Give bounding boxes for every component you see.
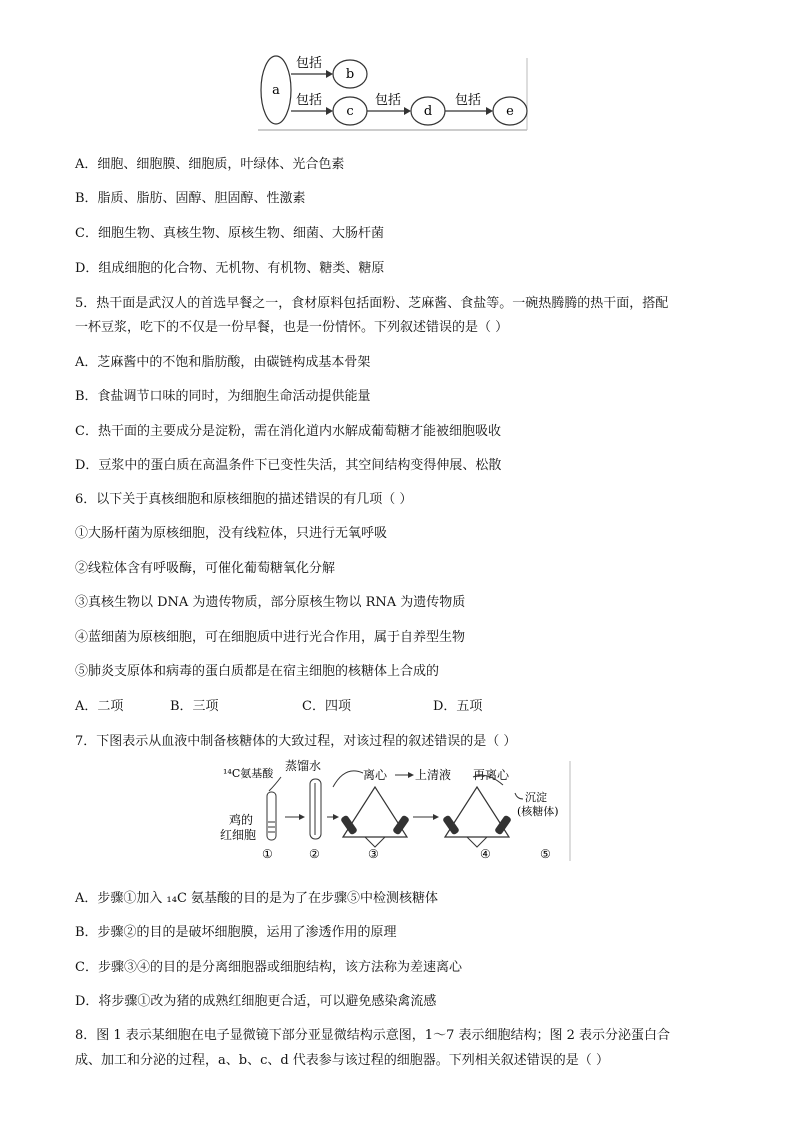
q6-option-b[interactable]: B．三项 — [170, 699, 219, 714]
arrow-precipitate — [515, 793, 523, 799]
step-5-label: ⑤ — [540, 847, 551, 861]
q8-stem-line1: 8．图 1 表示某细胞在电子显微镜下部分亚显微结构示意图，1～7 表示细胞结构；图 2 表示分泌蛋白合 — [75, 1028, 671, 1043]
concept-diagram — [255, 48, 530, 132]
label-cell-line2: 红细胞 — [220, 828, 257, 842]
node-d-label: d — [423, 104, 433, 119]
q5-option-a[interactable]: A．芝麻酱中的不饱和脂肪酸，由碳链构成基本骨架 — [75, 355, 371, 370]
edge-label-a-c: 包括 — [295, 93, 323, 108]
q6-option-a[interactable]: A．二项 — [75, 699, 124, 714]
step-3-label: ③ — [368, 847, 379, 861]
arrow-to-supernatant-head — [408, 772, 414, 778]
centrifuge-2-stand — [467, 837, 487, 847]
q7-option-d[interactable]: D．将步骤①改为猪的成熟红细胞更合适，可以避免感染禽流感 — [75, 994, 437, 1009]
label-cell-line1: 鸡的 — [229, 813, 254, 827]
q6-option-c[interactable]: C．四项 — [302, 699, 351, 714]
step-2-label: ② — [309, 847, 320, 861]
arrow-a-c-head — [326, 107, 333, 115]
q6-item-1: ①大肠杆菌为原核细胞，没有线粒体，只进行无氧呼吸 — [75, 526, 388, 541]
label-water: 蒸馏水 — [285, 759, 322, 773]
q5-stem-line1: 5．热干面是武汉人的首选早餐之一，食材原料包括面粉、芝麻酱、食盐等。一碗热腾腾的热干面，搭配 — [75, 296, 669, 311]
q7-stem: 7．下图表示从血液中制备核糖体的大致过程，对该过程的叙述错误的是（ ） — [75, 734, 517, 749]
node-a-label: a — [272, 83, 280, 98]
edge-label-c-d: 包括 — [374, 93, 402, 108]
label-supernatant: 上清液 — [415, 768, 452, 782]
arrow-a-b-head — [326, 70, 333, 78]
q6-item-3: ③真核生物以 DNA 为遗传物质，部分原核生物以 RNA 为遗传物质 — [75, 595, 466, 610]
q7-option-a[interactable]: A．步骤①加入 ₁₄C 氨基酸的目的是为了在步骤⑤中检测核糖体 — [75, 891, 439, 906]
q8-stem-line2: 成、加工和分泌的过程，a、b、c、d 代表参与该过程的细胞器。下列相关叙述错误的是（ ） — [75, 1053, 609, 1068]
label-centrifuge: 离心 — [363, 768, 388, 782]
node-c-label: c — [346, 104, 354, 119]
q6-item-5: ⑤肺炎支原体和病毒的蛋白质都是在宿主细胞的核糖体上合成的 — [75, 664, 440, 679]
q5-stem-line2: 一杯豆浆，吃下的不仅是一份早餐，也是一份情怀。下列叙述错误的是（ ） — [75, 320, 509, 335]
arrow-step2-3-head — [333, 814, 339, 820]
q4-option-c[interactable]: C．细胞生物、真核生物、原核生物、细菌、大肠杆菌 — [75, 226, 384, 241]
q5-option-c[interactable]: C．热干面的主要成分是淀粉，需在消化道内水解成葡萄糖才能被细胞吸收 — [75, 424, 501, 439]
arrow-step3-4-head — [433, 814, 439, 820]
q6-stem: 6．以下关于真核细胞和原核细胞的描述错误的有几项（ ） — [75, 492, 413, 507]
arrow-centrifuge — [333, 771, 363, 787]
ribosome-prep-figure — [215, 757, 575, 865]
q6-item-4: ④蓝细菌为原核细胞，可在细胞质中进行光合作用，属于自养型生物 — [75, 630, 466, 645]
label-ribosome: (核糖体) — [517, 805, 559, 818]
label-precipitate: 沉淀 — [525, 791, 547, 804]
tube-1 — [267, 792, 276, 840]
centrifuge-1-stand — [365, 837, 385, 847]
q7-option-c[interactable]: C．步骤③④的目的是分离细胞器或细胞结构，该方法称为差速离心 — [75, 960, 462, 975]
q6-item-2: ②线粒体含有呼吸酶，可催化葡萄糖氧化分解 — [75, 561, 336, 576]
q7-option-b[interactable]: B．步骤②的目的是破坏细胞膜，运用了渗透作用的原理 — [75, 925, 397, 940]
arrow-c-d-head — [404, 107, 411, 115]
label-amino-acid: ¹⁴C氨基酸 — [223, 767, 274, 780]
q5-option-b[interactable]: B．食盐调节口味的同时，为细胞生命活动提供能量 — [75, 389, 371, 404]
q6-option-d[interactable]: D．五项 — [433, 699, 483, 714]
arrow-step1-2-head — [299, 814, 305, 820]
arrow-d-e-head — [486, 107, 493, 115]
q4-option-a[interactable]: A．细胞、细胞膜、细胞质，叶绿体、光合色素 — [75, 157, 345, 172]
label-recentrifuge: 再离心 — [473, 768, 510, 782]
node-e-label: e — [506, 104, 514, 119]
edge-label-d-e: 包括 — [454, 93, 482, 108]
q5-option-d[interactable]: D．豆浆中的蛋白质在高温条件下已变性失活，其空间结构变得伸展、松散 — [75, 458, 502, 473]
step-1-label: ① — [262, 847, 273, 861]
q4-option-d[interactable]: D．组成细胞的化合物、无机物、有机物、糖类、糖原 — [75, 261, 385, 276]
step-4-label: ④ — [480, 847, 491, 861]
q4-option-b[interactable]: B．脂质、脂肪、固醇、胆固醇、性激素 — [75, 191, 306, 206]
edge-label-a-b: 包括 — [295, 56, 323, 71]
node-b-label: b — [345, 67, 355, 82]
